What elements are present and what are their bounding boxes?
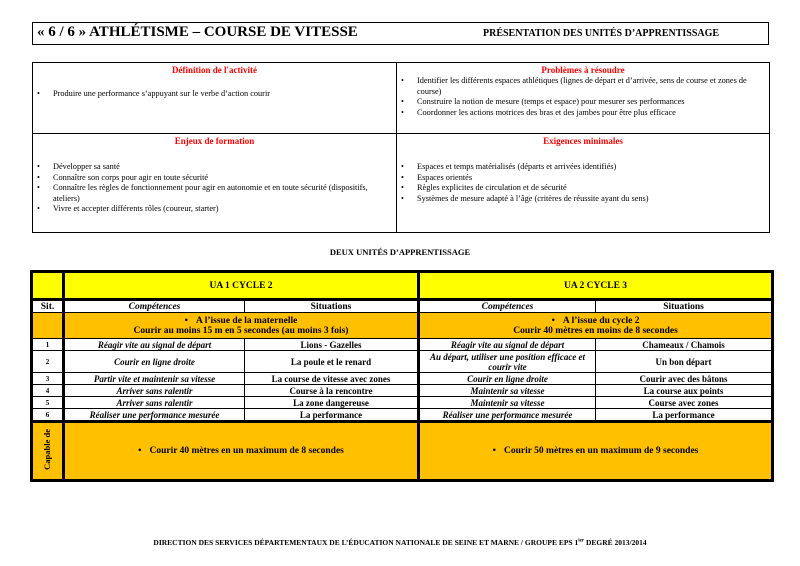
- list-item: • Connaître les règles de fonctionnement pour agir en autonomie et en toute sécurité (dispositifs, ateliers): [33, 183, 392, 204]
- list-item: • Espaces orientés: [397, 173, 765, 184]
- capable-row: [32, 422, 773, 481]
- ua1-goal-line1: A l’issue de la maternelle: [196, 315, 298, 326]
- ua2-competence: Maintenir sa vitesse: [419, 385, 596, 397]
- list-item: • Systèmes de mesure adapté à l’âge (critères de réussite ayant du sens): [397, 194, 765, 205]
- ua2-competence: Maintenir sa vitesse: [419, 397, 596, 409]
- table-row: [32, 385, 773, 397]
- ua2-competences-header: Compétences: [419, 300, 596, 313]
- list-item: • Développer sa santé: [33, 162, 392, 173]
- definition-cell: [33, 63, 397, 134]
- units-table: [30, 270, 774, 482]
- table-row: [32, 339, 773, 351]
- ua2-situation: La course aux points: [596, 385, 773, 397]
- capable-label-cell: [32, 422, 64, 481]
- ua2-situations-header: Situations: [596, 300, 773, 313]
- list-item: • Coordonner les actions motrices des bras et des jambes pour être plus efficace: [397, 108, 765, 119]
- list-item: • Construire la notion de mesure (temps et espace) pour mesurer ses performances: [397, 97, 765, 108]
- ua1-situation: Course à la rencontre: [245, 385, 419, 397]
- goal-blank-cell: [32, 313, 64, 339]
- ua1-situation: La course de vitesse avec zones: [245, 373, 419, 385]
- ua2-goal-line1: A l’issue du cycle 2: [562, 315, 640, 326]
- units-header-row: [32, 272, 773, 300]
- ua1-situation: La poule et le renard: [245, 351, 419, 373]
- ua1-competence: Arriver sans ralentir: [64, 385, 245, 397]
- list-item: • Espaces et temps matérialisés (départs et arrivées identifiés): [397, 162, 765, 173]
- ua1-goal-line2: Courir au moins 15 m en 5 secondes (au moins 3 fois): [133, 325, 349, 336]
- ua1-title: UA 1 CYCLE 2: [64, 272, 419, 300]
- list-item: • Vivre et accepter différents rôles (coureur, starter): [33, 204, 392, 215]
- table-row: [32, 409, 773, 422]
- ua2-capable: • Courir 50 mètres en un maximum de 9 secondes: [419, 422, 773, 481]
- units-section-title: DEUX UNITÉS D’APPRENTISSAGE: [329, 247, 471, 257]
- ua1-situation: La zone dangereuse: [245, 397, 419, 409]
- sit-number: 5: [32, 397, 64, 409]
- header-blank-cell: [32, 272, 64, 300]
- footer-sup: ier: [578, 538, 585, 544]
- ua2-situation: Chameaux / Chamois: [596, 339, 773, 351]
- exigences-list: [397, 162, 769, 204]
- problemes-list: [397, 76, 769, 118]
- ua2-situation: Course avec zones: [596, 397, 773, 409]
- footer-text-after: DEGRÉ 2013/2014: [584, 538, 647, 547]
- ua2-competence: Réaliser une performance mesurée: [419, 409, 596, 422]
- ua1-competence: Réaliser une performance mesurée: [64, 409, 245, 422]
- ua2-competence: Réagir vite au signal de départ: [419, 339, 596, 351]
- sit-header: Sit.: [32, 300, 64, 313]
- enjeux-list: [33, 162, 396, 215]
- sit-number: 1: [32, 339, 64, 351]
- ua2-capable-text: Courir 50 mètres en un maximum de 9 secondes: [503, 446, 699, 456]
- document-title: « 6 / 6 » ATHLÉTISME – COURSE DE VITESSE: [37, 24, 358, 40]
- ua1-situations-header: Situations: [245, 300, 419, 313]
- sit-number: 4: [32, 385, 64, 397]
- exigences-heading: Exigences minimales: [543, 136, 623, 146]
- enjeux-heading: Enjeux de formation: [174, 136, 255, 146]
- ua2-situation: Un bon départ: [596, 351, 773, 373]
- document-footer: [0, 538, 800, 547]
- ua2-title: UA 2 CYCLE 3: [419, 272, 773, 300]
- table-row: [32, 397, 773, 409]
- overview-table: [32, 62, 770, 233]
- ua1-situation: La performance: [245, 409, 419, 422]
- list-item: • Produire une performance s’appuyant sur le verbe d’action courir: [33, 89, 392, 100]
- exigences-cell: [397, 134, 769, 232]
- ua2-competence: Au départ, utiliser une position efficace et courir vite: [419, 351, 596, 373]
- table-row: [32, 351, 773, 373]
- ua2-situation: La performance: [596, 409, 773, 422]
- ua1-capable: • Courir 40 mètres en un maximum de 8 secondes: [64, 422, 419, 481]
- definition-list: [33, 89, 396, 100]
- ua1-situation: Lions - Gazelles: [245, 339, 419, 351]
- sit-number: 3: [32, 373, 64, 385]
- ua1-competence: Courir en ligne droite: [64, 351, 245, 373]
- ua2-situation: Courir avec des bâtons: [596, 373, 773, 385]
- definition-heading: Définition de l'activité: [172, 65, 257, 75]
- sit-number: 2: [32, 351, 64, 373]
- ua1-competence: Arriver sans ralentir: [64, 397, 245, 409]
- table-row: [32, 373, 773, 385]
- ua2-goal: • A l’issue du cycle 2 Courir 40 mètres en moins de 8 secondes: [419, 313, 773, 339]
- problemes-cell: [397, 63, 769, 134]
- ua1-goal: • A l’issue de la maternelle Courir au moins 15 m en 5 secondes (au moins 3 fois): [64, 313, 419, 339]
- ua2-competence: Courir en ligne droite: [419, 373, 596, 385]
- ua1-competence: Partir vite et maintenir sa vitesse: [64, 373, 245, 385]
- capable-label: Capable de: [42, 429, 52, 470]
- problemes-heading: Problèmes à résoudre: [541, 65, 625, 75]
- column-header-row: [32, 300, 773, 313]
- enjeux-cell: [33, 134, 397, 232]
- sit-number: 6: [32, 409, 64, 422]
- document-header: [32, 22, 769, 45]
- ua1-competences-header: Compétences: [64, 300, 245, 313]
- ua1-competence: Réagir vite au signal de départ: [64, 339, 245, 351]
- list-item: • Règles explicites de circulation et de sécurité: [397, 183, 765, 194]
- goal-row: [32, 313, 773, 339]
- document-subtitle: PRÉSENTATION DES UNITÉS D’APPRENTISSAGE: [483, 28, 720, 39]
- list-item: • Identifier les différents espaces athlétiques (lignes de départ et d’arrivée, sens de course et zones de course): [397, 76, 765, 97]
- ua1-capable-text: Courir 40 mètres en un maximum de 8 secondes: [149, 446, 344, 456]
- ua2-goal-line2: Courir 40 mètres en moins de 8 secondes: [513, 325, 678, 336]
- footer-text-before: DIRECTION DES SERVICES DÉPARTEMENTAUX DE L’ÉDUCATION NATIONALE DE SEINE ET MARNE / GROUPE EPS 1: [153, 538, 579, 547]
- list-item: • Connaître son corps pour agir en toute sécurité: [33, 173, 392, 184]
